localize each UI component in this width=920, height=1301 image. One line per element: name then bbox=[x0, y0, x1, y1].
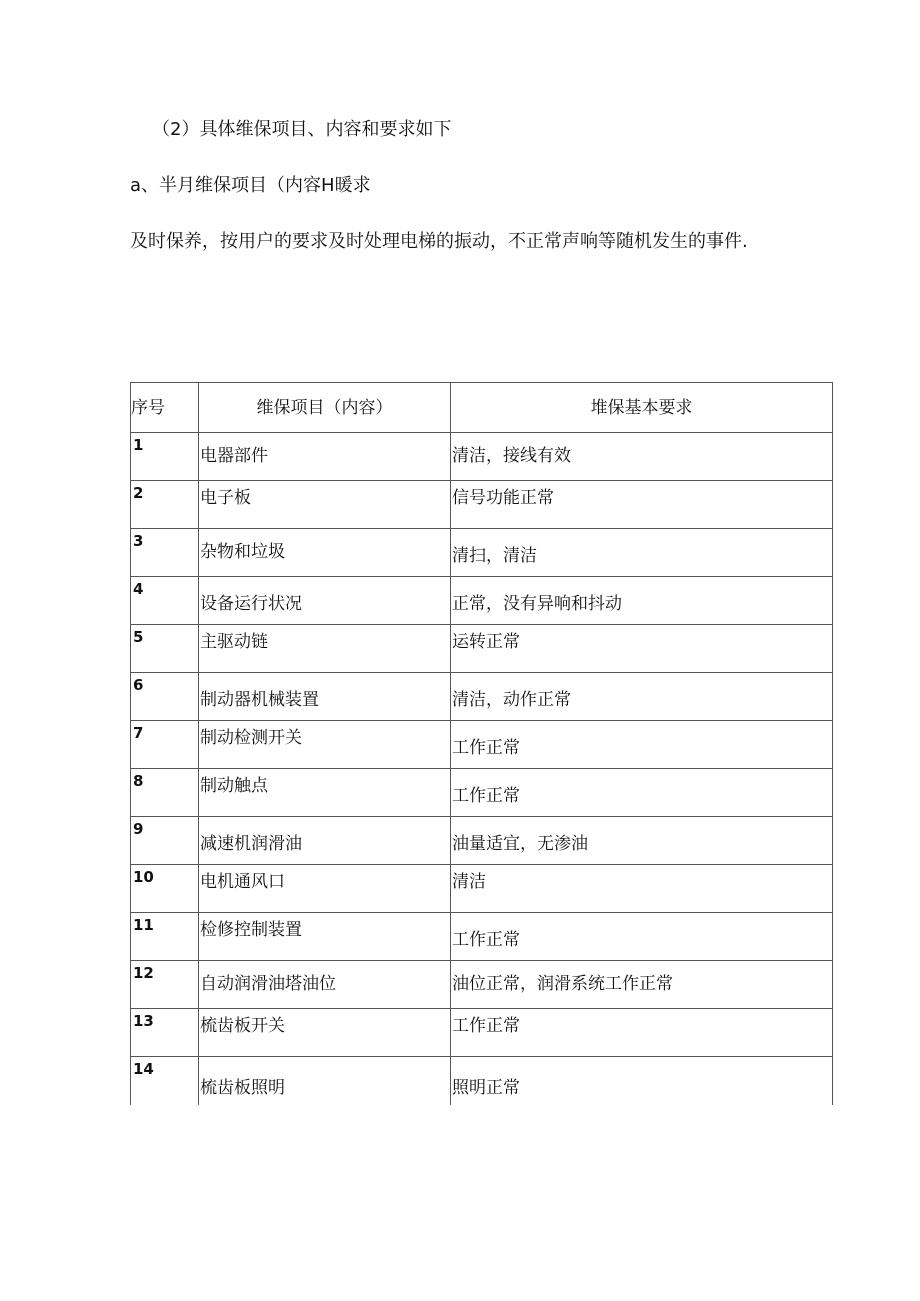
requirement-text: 正常，没有异响和抖动 bbox=[452, 594, 622, 614]
item-text: 主驱动链 bbox=[200, 632, 268, 652]
row-number: 5 bbox=[133, 628, 144, 646]
table-row bbox=[131, 1057, 833, 1105]
requirement-cell bbox=[451, 721, 833, 769]
table-row bbox=[131, 721, 833, 769]
item-text: 电机通风口 bbox=[200, 872, 285, 892]
maintenance-table bbox=[130, 382, 833, 1105]
item-text: 设备运行状况 bbox=[200, 594, 302, 614]
table-row bbox=[131, 673, 833, 721]
row-number-cell bbox=[131, 673, 199, 721]
row-number-cell bbox=[131, 1057, 199, 1105]
requirement-cell bbox=[451, 769, 833, 817]
row-number: 7 bbox=[133, 724, 144, 742]
item-cell bbox=[199, 913, 451, 961]
requirement-cell bbox=[451, 961, 833, 1009]
section-heading: （2）具体维保项目、内容和要求如下 bbox=[152, 119, 452, 140]
item-text: 梳齿板照明 bbox=[200, 1078, 285, 1098]
table-row bbox=[131, 1009, 833, 1057]
table-row bbox=[131, 913, 833, 961]
requirement-text: 油量适宜，无渗油 bbox=[452, 834, 588, 854]
requirement-text: 清洁，接线有效 bbox=[452, 446, 571, 466]
requirement-cell bbox=[451, 865, 833, 913]
header-maintenance-item: 维保项目（内容） bbox=[199, 383, 451, 433]
row-number-cell bbox=[131, 625, 199, 673]
row-number-cell bbox=[131, 865, 199, 913]
table-row bbox=[131, 625, 833, 673]
requirement-text: 油位正常，润滑系统工作正常 bbox=[452, 974, 673, 994]
requirement-text: 清扫，清洁 bbox=[452, 546, 537, 566]
item-text: 制动器机械装置 bbox=[200, 690, 319, 710]
requirement-cell bbox=[451, 433, 833, 481]
requirement-cell bbox=[451, 1057, 833, 1105]
row-number: 13 bbox=[133, 1012, 154, 1030]
subsection-heading: a、半月维保项目（内容H暖求 bbox=[130, 175, 371, 196]
requirement-cell bbox=[451, 673, 833, 721]
row-number: 6 bbox=[133, 676, 144, 694]
item-text: 检修控制装置 bbox=[200, 920, 302, 940]
item-text: 自动润滑油塔油位 bbox=[200, 974, 336, 994]
item-cell bbox=[199, 961, 451, 1009]
item-cell bbox=[199, 433, 451, 481]
requirement-cell bbox=[451, 529, 833, 577]
header-basic-requirement: 堆保基本要求 bbox=[451, 383, 833, 433]
table-header-row bbox=[131, 383, 833, 433]
row-number: 14 bbox=[133, 1060, 154, 1078]
requirement-cell bbox=[451, 1009, 833, 1057]
requirement-cell bbox=[451, 481, 833, 529]
requirement-cell bbox=[451, 817, 833, 865]
item-text: 减速机润滑油 bbox=[200, 834, 302, 854]
requirement-cell bbox=[451, 913, 833, 961]
row-number-cell bbox=[131, 769, 199, 817]
item-cell bbox=[199, 529, 451, 577]
item-cell bbox=[199, 625, 451, 673]
table-row bbox=[131, 433, 833, 481]
row-number: 10 bbox=[133, 868, 154, 886]
item-text: 梳齿板开关 bbox=[200, 1016, 285, 1036]
row-number: 12 bbox=[133, 964, 154, 982]
intro-paragraph: 及时保养，按用户的要求及时处理电梯的振动，不正常声响等随机发生的事件. bbox=[130, 231, 748, 252]
item-text: 制动触点 bbox=[200, 776, 268, 796]
item-cell bbox=[199, 577, 451, 625]
item-text: 电子板 bbox=[200, 488, 251, 508]
requirement-text: 信号功能正常 bbox=[452, 488, 554, 508]
table-row bbox=[131, 529, 833, 577]
row-number-cell bbox=[131, 721, 199, 769]
row-number: 4 bbox=[133, 580, 144, 598]
item-text: 杂物和垃圾 bbox=[200, 542, 285, 562]
row-number: 2 bbox=[133, 484, 144, 502]
requirement-text: 工作正常 bbox=[452, 930, 520, 950]
row-number-cell bbox=[131, 577, 199, 625]
item-cell bbox=[199, 721, 451, 769]
row-number: 3 bbox=[133, 532, 144, 550]
table-row bbox=[131, 961, 833, 1009]
item-text: 制动检测开关 bbox=[200, 728, 302, 748]
item-cell bbox=[199, 817, 451, 865]
requirement-text: 清洁，动作正常 bbox=[452, 690, 571, 710]
row-number: 1 bbox=[133, 436, 144, 454]
table-row bbox=[131, 865, 833, 913]
row-number: 9 bbox=[133, 820, 144, 838]
header-serial-number: 序号 bbox=[131, 383, 199, 433]
row-number: 11 bbox=[133, 916, 154, 934]
row-number-cell bbox=[131, 481, 199, 529]
requirement-cell bbox=[451, 625, 833, 673]
item-text: 电器部件 bbox=[200, 446, 268, 466]
requirement-text: 运转正常 bbox=[452, 632, 520, 652]
table-row bbox=[131, 577, 833, 625]
row-number-cell bbox=[131, 433, 199, 481]
row-number-cell bbox=[131, 913, 199, 961]
row-number-cell bbox=[131, 529, 199, 577]
item-cell bbox=[199, 1057, 451, 1105]
table-row bbox=[131, 769, 833, 817]
row-number-cell bbox=[131, 961, 199, 1009]
requirement-text: 清洁 bbox=[452, 872, 486, 892]
row-number-cell bbox=[131, 817, 199, 865]
row-number: 8 bbox=[133, 772, 144, 790]
requirement-text: 工作正常 bbox=[452, 738, 520, 758]
requirement-text: 工作正常 bbox=[452, 786, 520, 806]
requirement-text: 工作正常 bbox=[452, 1016, 520, 1036]
item-cell bbox=[199, 865, 451, 913]
item-cell bbox=[199, 769, 451, 817]
requirement-text: 照明正常 bbox=[452, 1078, 520, 1098]
item-cell bbox=[199, 673, 451, 721]
row-number-cell bbox=[131, 1009, 199, 1057]
table-row bbox=[131, 817, 833, 865]
item-cell bbox=[199, 481, 451, 529]
table-row bbox=[131, 481, 833, 529]
requirement-cell bbox=[451, 577, 833, 625]
item-cell bbox=[199, 1009, 451, 1057]
